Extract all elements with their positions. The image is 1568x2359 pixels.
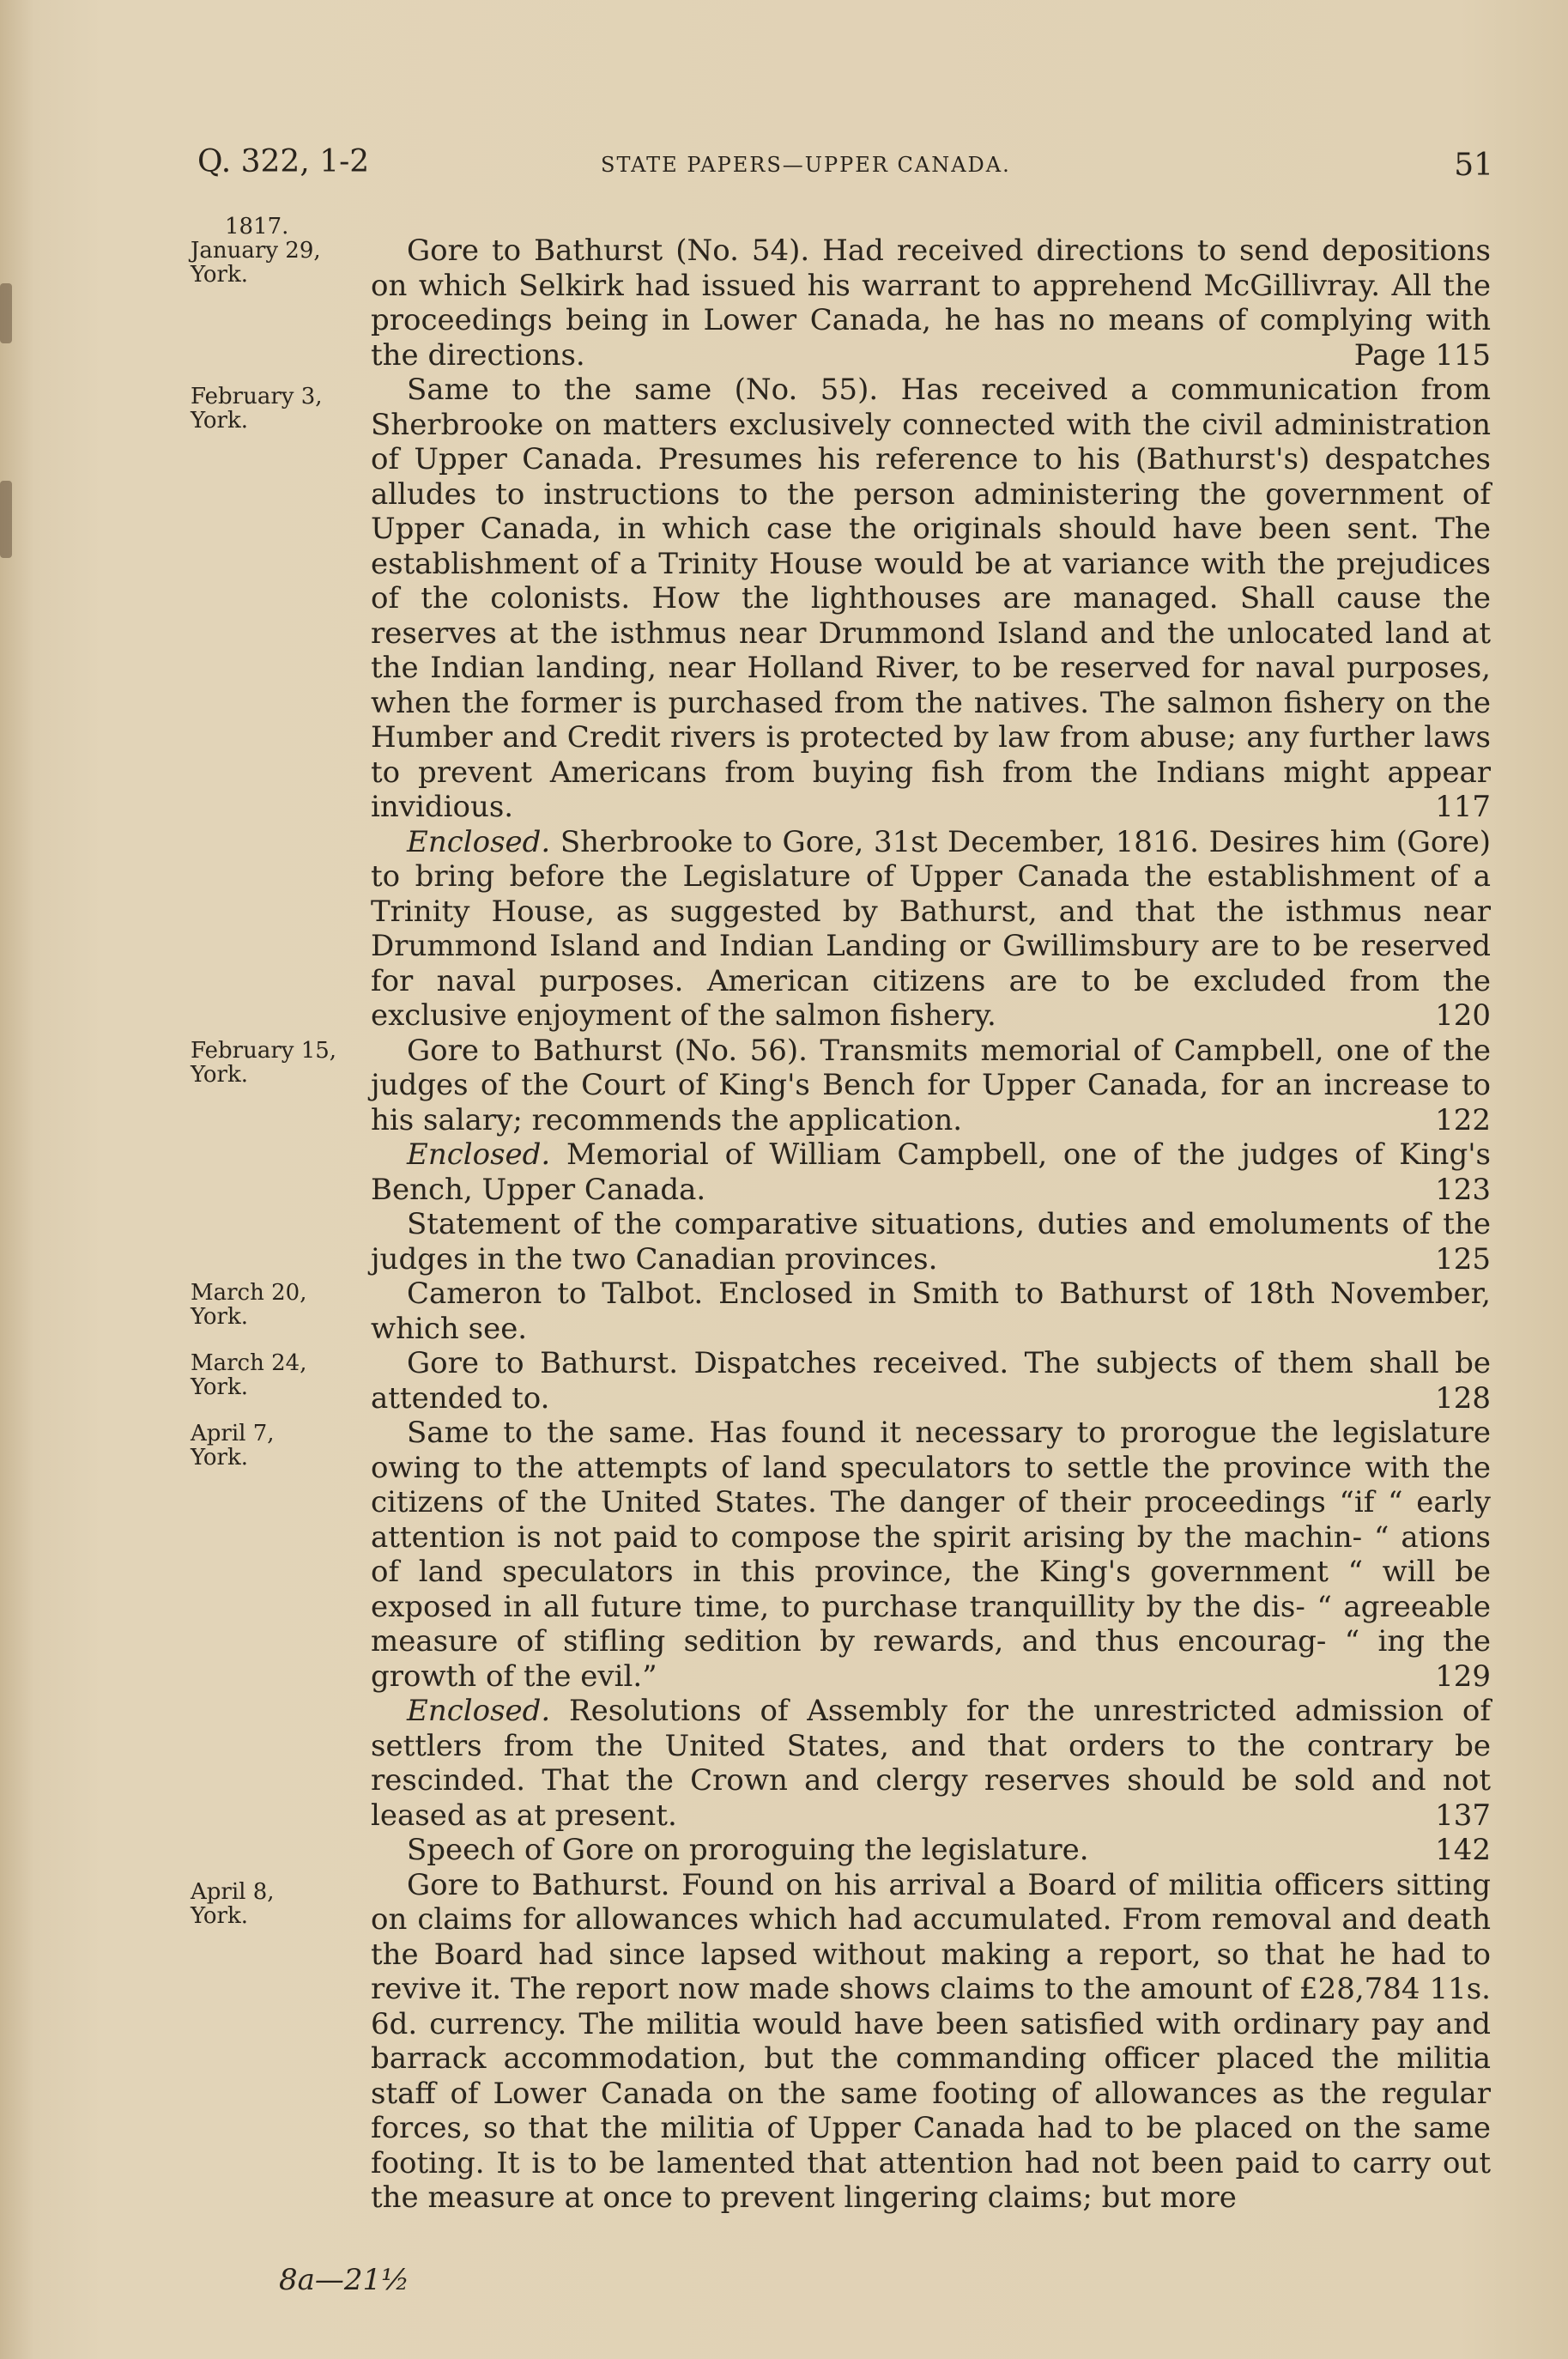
margin-date: January 29,: [191, 238, 321, 264]
entry-text: Speech of Gore on proroguing the legislature.: [407, 1833, 1089, 1867]
calendar-entry: [371, 1346, 1491, 1416]
calendar-entry: [371, 1416, 1491, 1694]
page-reference: 123: [1435, 1172, 1491, 1207]
page-header: [197, 144, 1493, 192]
page-reference: 137: [1435, 1798, 1491, 1833]
entry-text: Gore to Bathurst. Found on his arrival a Board of militia officers sitting on claims for allowances which had accumulated. From removal and death the Board had since lapsed without making a report, so that he had to revive it. The report now made shows claims to the amount of £28,784 11s. 6d. currency. The militia would have been satisfied with ordinary pay and barrack accommodation, but the commanding officer placed the militia staff of Lower Canada on the same footing of allowances as the regular forces, so that the militia of Upper Canada had to be placed on the same footing. It is to be lamented that attention had not been paid to carry out the measure at once to prevent lingering claims; but more: [371, 1867, 1491, 2215]
margin-date: March 24,: [191, 1350, 307, 1376]
calendar-entry: [371, 825, 1491, 1034]
entry-text: Resolutions of Assembly for the unrestricted admission of settlers from the United States, and that orders to the contrary be rescinded. That the Crown and clergy reserves should be sold and not leased as at present.: [371, 1694, 1491, 1833]
calendar-entries: [371, 233, 1491, 2216]
margin-date: York.: [191, 408, 249, 434]
entry-text: Gore to Bathurst (No. 54). Had received directions to send depositions on which Selkirk had issued his warrant to apprehend McGillivray. All the proceedings being in Lower Canada, he has no means of complying with the directions.: [371, 233, 1491, 373]
page-reference: 142: [1435, 1833, 1491, 1867]
page-reference: Page 115: [1353, 337, 1491, 373]
margin-date: April 7,: [191, 1421, 275, 1446]
binding-mark: [0, 481, 12, 558]
page-reference: 120: [1435, 998, 1491, 1033]
calendar-entry: [371, 1207, 1491, 1277]
entry-text: Same to the same (No. 55). Has received a communication from Sherbrooke on matters exclusively connected with the civil administration of Upper Canada. Presumes his reference to his (Bathurst's) despatches alludes to instructions to the person administering the government of Upper Canada, in which case the originals should have been sent. The establishment of a Trinity House would be at variance with the prejudices of the colonists. How the lighthouses are managed. Shall cause the reserves at the isthmus near Drummond Island and the unlocated land at the Indian landing, near Holland River, to be reserved for naval purposes, when the former is purchased from the natives. The salmon fishery on the Humber and Credit rivers is protected by law from abuse; any further laws to prevent Americans from buying fish from the Indians might appear invidious.: [371, 373, 1491, 824]
entry-text: Statement of the comparative situations, duties and emoluments of the judges in the two Canadian provinces.: [371, 1207, 1491, 1277]
page-reference: 125: [1435, 1241, 1491, 1277]
entry-text: Gore to Bathurst. Dispatches received. The subjects of them shall be attended to.: [371, 1346, 1491, 1416]
calendar-entry: [371, 1694, 1491, 1833]
margin-date: March 20,: [191, 1280, 307, 1306]
signature-mark: 8a—21½: [279, 2263, 410, 2297]
enclosed-label: Enclosed.: [407, 824, 560, 859]
page-reference: 122: [1435, 1102, 1491, 1137]
binding-mark: [0, 283, 12, 343]
entry-text: Cameron to Talbot. Enclosed in Smith to Bathurst of 18th November, which see.: [371, 1277, 1491, 1346]
calendar-entry: [371, 1137, 1491, 1207]
margin-date: April 8,: [191, 1879, 275, 1905]
calendar-entry: [371, 1277, 1491, 1346]
margin-date: York.: [191, 262, 249, 288]
entry-text: Memorial of William Campbell, one of the judges of King's Bench, Upper Canada.: [371, 1137, 1491, 1207]
page-reference: 117: [1435, 790, 1491, 824]
page-reference: 128: [1435, 1380, 1491, 1416]
page-reference: 129: [1435, 1659, 1491, 1694]
enclosed-label: Enclosed.: [407, 1137, 566, 1172]
margin-date: February 15,: [191, 1038, 337, 1064]
calendar-entry: [371, 233, 1491, 373]
margin-date: York.: [191, 1903, 249, 1929]
entry-text: Sherbrooke to Gore, 31st December, 1816. Desires him (Gore) to bring before the Legislature of Upper Canada the establishment of a Trinity House, as suggested by Bathurst, and that the isthmus near Drummond Island and Indian Landing or Gwillimsbury are to be reserved for naval purposes. American citizens are to be excluded from the exclusive enjoyment of the salmon fishery.: [371, 824, 1491, 1033]
archive-reference: Q. 322, 1-2: [197, 144, 370, 179]
enclosed-label: Enclosed.: [407, 1694, 569, 1728]
running-title: STATE PAPERS—UPPER CANADA.: [601, 153, 1011, 177]
margin-date: York.: [191, 1304, 249, 1330]
calendar-entry: [371, 1833, 1491, 1868]
calendar-entry: [371, 373, 1491, 825]
entry-text: Gore to Bathurst (No. 56). Transmits memorial of Campbell, one of the judges of the Court of King's Bench for Upper Canada, for an increase to his salary; recommends the application.: [371, 1033, 1491, 1137]
margin-date: York.: [191, 1445, 249, 1471]
margin-date: 1817.: [225, 214, 289, 240]
margin-date: February 3,: [191, 384, 323, 409]
margin-date: York.: [191, 1374, 249, 1400]
calendar-entry: [371, 1034, 1491, 1138]
entry-text: Same to the same. Has found it necessary to prorogue the legislature owing to the attempts of land speculators to settle the province with the citizens of the United States. The danger of their proceedings “if “ early attention is not paid to compose the spirit arising by the machin- “ ations of land speculators in this province, the King's government “ will be exposed in all future time, to purchase tranquillity by the dis- “ agreeable measure of stifling sedition by rewards, and thus encourag- “ ing the growth of the evil.”: [371, 1416, 1491, 1694]
page-number: 51: [1454, 148, 1493, 183]
margin-date: York.: [191, 1062, 249, 1088]
calendar-entry: [371, 1868, 1491, 2216]
